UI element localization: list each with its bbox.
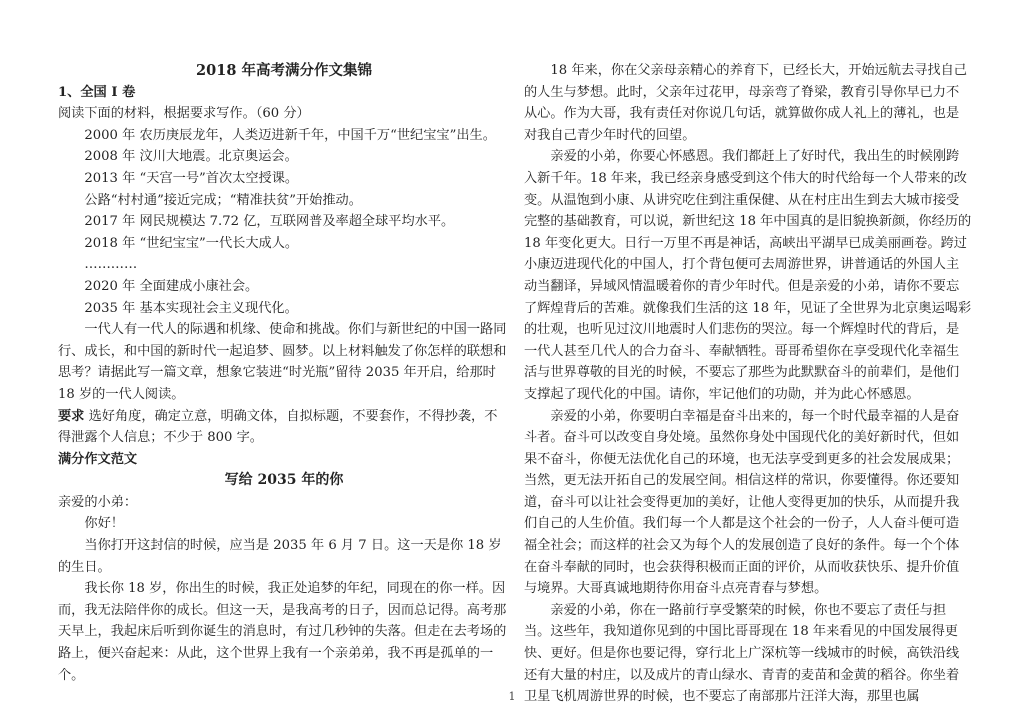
material-line: 2000 年 农历庚辰龙年，人类迈进新千年，中国千万“世纪宝宝”出生。 bbox=[84, 127, 496, 143]
material-line: ………… bbox=[84, 257, 138, 273]
material-line: 2008 年 汶川大地震。北京奥运会。 bbox=[84, 149, 298, 165]
material-line: 公路“村村通”接近完成；“精准扶贫”开始推动。 bbox=[84, 192, 362, 208]
essay-paragraph: 亲爱的小弟，你在一路前行享受繁荣的时候，你也不要忘了责任与担当。这些年，我知道你见到的中国比哥哥现在 18 年来看见的中国发展得更快、更好。但是你也要记得，穿行北上广深杭等一线城市的时候，高铁沿线还有大量的村庄，以及成片的青山绿水、青青的麦苗和金黄的稻谷。你坐着卫星飞机周游世界的时候，也不要忘了南部那片汪洋大海，那里也属 bbox=[524, 602, 960, 705]
essay-greeting: 你好！ bbox=[84, 516, 124, 532]
essay-paragraph: 18 年来，你在父亲母亲精心的养育下，已经长大，开始远航去寻找自己的人生与梦想。此时，父亲年过花甲，母亲弯了脊梁，教育引导你早已力不从心。作为大哥，我有责任对你说几句话，就算做你成人礼上的薄礼，也是对我自己青少年时代的回望。 bbox=[524, 63, 967, 143]
essay-paragraph: 亲爱的小弟，你要心怀感恩。我们都赶上了好时代，我出生的时候刚跨入新千年。18 年来，我已经亲身感受到这个伟大的时代给每一个人带来的改变。从温饱到小康、从讲究吃住到注重保健、从在村庄出生到去大城市接受完整的基础教育，可以说，新世纪这 18 年中国真的是旧貌换新颜，你经历的 18 年变化更大。日行一万里不再是神话，高峡出平湖早已成美丽画卷。跨过小康迈进现代化的中国人，打个背包便可去周游世界，讲普通话的外国人主动当翻译，异域风情温暖着你的青少年时代。但是亲爱的小弟，请你不要忘了辉煌背后的苦难。就像我们生活的这 18 年，见证了全世界为北京奥运喝彩的壮观，也听见过汶川地震时人们悲伤的哭泣。每一个辉煌时代的背后，是一代人甚至几代人的合力奋斗、奉献牺牲。哥哥希望你在享受现代化幸福生活与世界尊敬的目光的时候，不要忘了那些为此默默奋斗的前辈们，是他们支撑起了现代化的中国。请你，牢记他们的功勋，并为此心怀感恩。 bbox=[524, 149, 972, 402]
instruction-text: 阅读下面的材料，根据要求写作。（60 分） bbox=[58, 106, 310, 122]
section-heading: 1、全国 I 卷 bbox=[58, 84, 136, 100]
material-line: 2035 年 基本实现社会主义现代化。 bbox=[84, 300, 298, 316]
document-title: 2018 年高考满分作文集锦 bbox=[196, 62, 372, 79]
prompt-paragraph: 一代人有一代人的际遇和机缘、使命和挑战。你们与新世纪的中国一路同行、成长，和中国的新时代一起追梦、圆梦。以上材料触发了你怎样的联想和思考？请据此写一篇文章，想象它装进“时光瓶”留待 2035 年开启，给那时 18 岁的一代人阅读。 bbox=[58, 322, 507, 402]
requirement-label: 要求 bbox=[58, 408, 85, 424]
requirement-paragraph bbox=[58, 406, 510, 449]
page-number: 1 bbox=[508, 690, 516, 703]
essay-paragraph: 当你打开这封信的时候，应当是 2035 年 6 月 7 日。这一天是你 18 岁的生日。 bbox=[58, 538, 502, 575]
material-line: 2017 年 网民规模达 7.72 亿，互联网普及率超全球平均水平。 bbox=[84, 214, 455, 230]
material-line: 2020 年 全面建成小康社会。 bbox=[84, 278, 259, 294]
material-line: 2018 年 “世纪宝宝”一代长大成人。 bbox=[84, 235, 299, 251]
left-column bbox=[58, 60, 510, 686]
essay-paragraph: 我长你 18 岁，你出生的时候，我正处追梦的年纪，同现在的你一样。因而，我无法陪伴你的成长。但这一天，是我高考的日子，因而总记得。高考那天早上，我起床后听到你诞生的消息时，有过几秒钟的失落。但走在去考场的路上，便兴奋起来：从此，这个世界上我有一个亲弟弟，我不再是孤单的一个。 bbox=[58, 581, 507, 683]
essay-paragraph: 亲爱的小弟，你要明白幸福是奋斗出来的，每一个时代最幸福的人是奋斗者。奋斗可以改变自身处境。虽然你身处中国现代化的美好新时代，但如果不奋斗，你便无法优化自己的环境，也无法享受到更多的社会发展成果；当然，更无法开拓自己的发展空间。相信这样的常识，你要懂得。你还要知道，奋斗可以让社会变得更加的美好，让他人变得更加的快乐，从而提升我们自己的人生价值。我们每一个人都是这个社会的一份子，人人奋斗便可造福全社会；而这样的社会又为每个人的发展创造了良好的条件。每一个个体在奋斗奉献的同时，也会获得积极而正面的评价，从而收获快乐、提升价值与境界。大哥真诚地期待你用奋斗点亮青春与梦想。 bbox=[524, 408, 960, 597]
material-line: 2013 年 “天宫一号”首次太空授课。 bbox=[84, 170, 299, 186]
requirement-text: 选好角度，确定立意，明确文体，自拟标题，不要套作，不得抄袭，不得泄露个人信息；不少于 800 字。 bbox=[58, 408, 498, 446]
essay-salutation: 亲爱的小弟： bbox=[58, 494, 138, 510]
sample-heading: 满分作文范文 bbox=[58, 451, 138, 467]
essay-title: 写给 2035 年的你 bbox=[224, 472, 344, 489]
right-column bbox=[524, 60, 972, 708]
